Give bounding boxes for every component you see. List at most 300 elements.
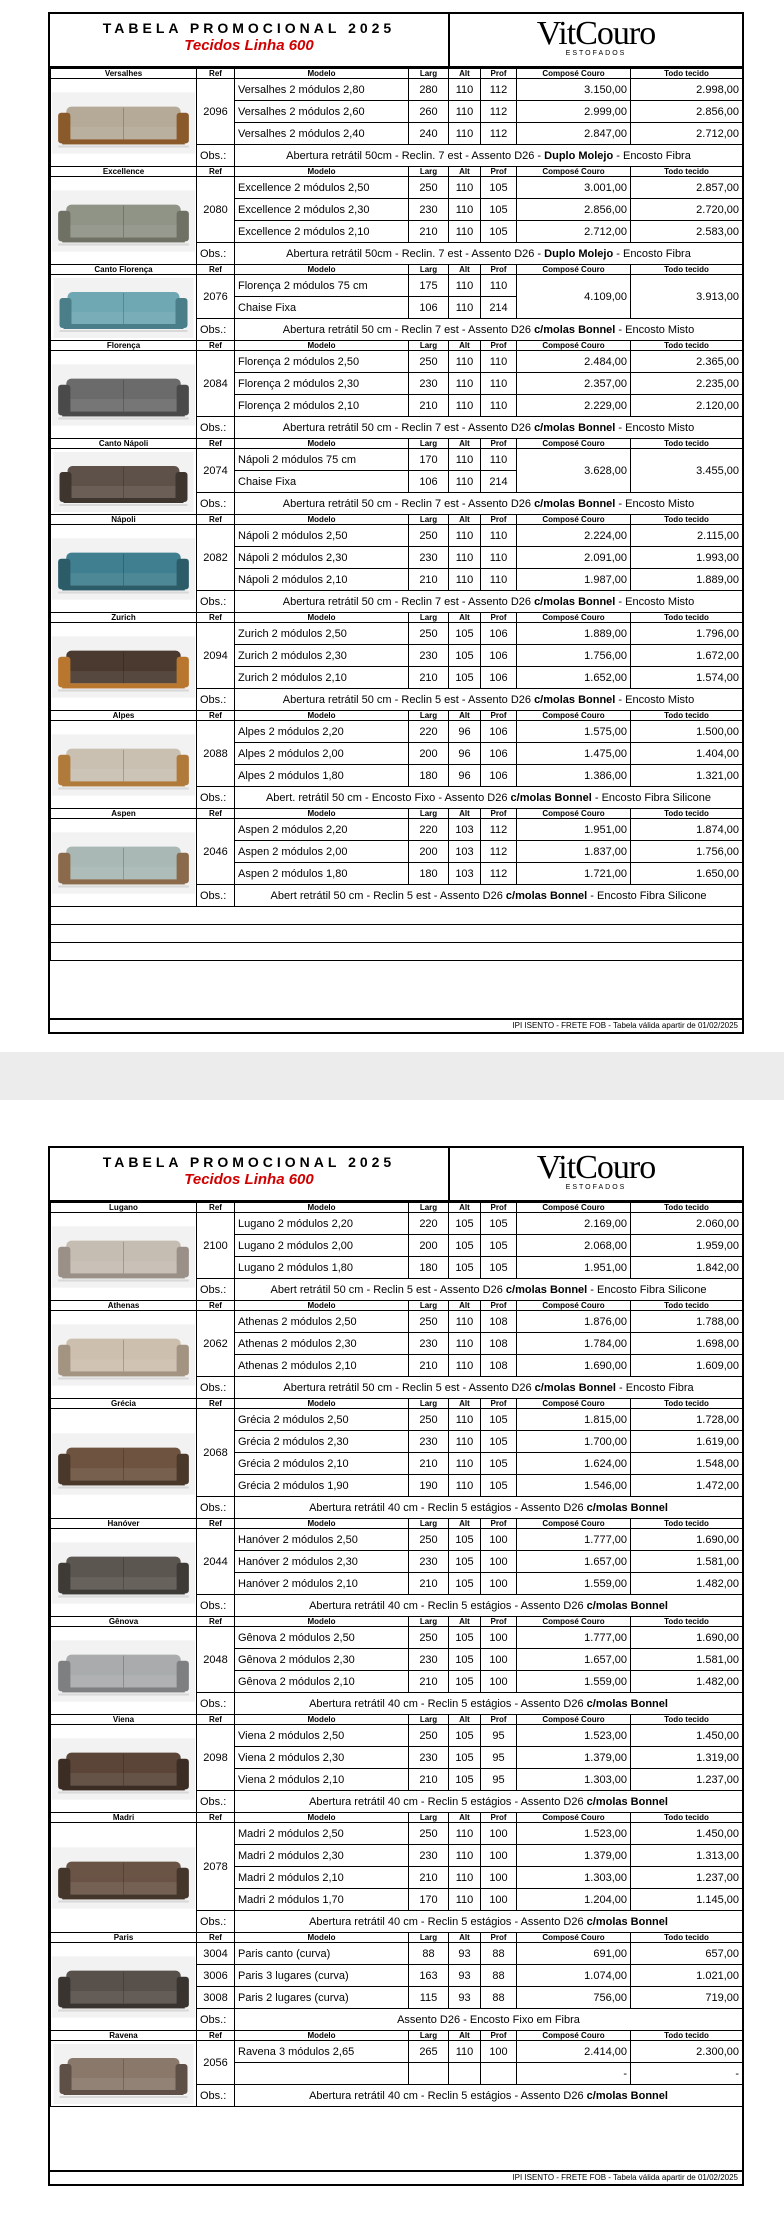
price-couro: 3.001,00 [517, 177, 631, 199]
price-tecido: 1.672,00 [631, 645, 743, 667]
width-value: 210 [409, 1355, 449, 1377]
height-value: 103 [449, 841, 481, 863]
price-tecido: 1.021,00 [631, 1965, 743, 1987]
depth-value: 105 [481, 1409, 517, 1431]
price-tecido: 1.796,00 [631, 623, 743, 645]
brand-name: VitCouro [536, 15, 656, 52]
price-tecido: 1.145,00 [631, 1889, 743, 1911]
sofa-photo-icon [52, 822, 195, 904]
group-header-row [51, 1203, 743, 1213]
obs-text-pre: Abertura retrátil 50 cm - Reclin 5 est - Assento D26 [283, 1381, 535, 1394]
width-value: 260 [409, 101, 449, 123]
price-tecido: 1.450,00 [631, 1725, 743, 1747]
height-value: 110 [449, 199, 481, 221]
ref-code: 2046 [197, 819, 235, 885]
price-tecido: 657,00 [631, 1943, 743, 1965]
depth-value: 112 [481, 819, 517, 841]
obs-text-bold: c/molas Bonnel [586, 1795, 668, 1808]
width-value: 230 [409, 1333, 449, 1355]
group-name: Versalhes [51, 69, 197, 79]
obs-text-post: - Encosto Fibra [615, 1381, 694, 1394]
height-value: 110 [449, 1431, 481, 1453]
col-header-larg: Larg [409, 1933, 449, 1943]
col-header-tecido: Todo tecido [631, 2031, 743, 2041]
model-name: Grécia 2 módulos 2,10 [235, 1453, 409, 1475]
width-value: 210 [409, 1573, 449, 1595]
obs-text-pre: Abertura retrátil 50cm - Reclin. 7 est - Assento D26 - [286, 247, 545, 260]
width-value: 230 [409, 1845, 449, 1867]
col-header-larg: Larg [409, 1715, 449, 1725]
model-name: Versalhes 2 módulos 2,40 [235, 123, 409, 145]
model-name: Hanóver 2 módulos 2,50 [235, 1529, 409, 1551]
model-name: Aspen 2 módulos 2,00 [235, 841, 409, 863]
obs-label: Obs.: [197, 243, 235, 265]
price-couro: 1.951,00 [517, 819, 631, 841]
col-header-ref: Ref [197, 2031, 235, 2041]
model-name: Lugano 2 módulos 2,20 [235, 1213, 409, 1235]
width-value: 106 [409, 471, 449, 493]
price-tecido: 2.115,00 [631, 525, 743, 547]
model-name: Zurich 2 módulos 2,50 [235, 623, 409, 645]
width-value: 265 [409, 2041, 449, 2063]
product-image [51, 1409, 197, 1519]
col-header-couro: Composé Couro [517, 69, 631, 79]
table-row [51, 1529, 743, 1551]
depth-value: 95 [481, 1769, 517, 1791]
depth-value: 110 [481, 373, 517, 395]
group-header-row [51, 2031, 743, 2041]
obs-text-bold: c/molas Bonnel [534, 421, 616, 434]
price-tecido: 3.913,00 [631, 275, 743, 319]
table-row [51, 351, 743, 373]
price-tecido: 2.300,00 [631, 2041, 743, 2063]
width-value: 210 [409, 395, 449, 417]
height-value: 110 [449, 101, 481, 123]
height-value: 110 [449, 351, 481, 373]
group-name: Gênova [51, 1617, 197, 1627]
price-tecido: 2.365,00 [631, 351, 743, 373]
image-frame [52, 1946, 195, 2028]
col-header-ref: Ref [197, 439, 235, 449]
obs-text-bold: c/molas Bonnel [586, 1599, 668, 1612]
model-name: Hanóver 2 módulos 2,10 [235, 1573, 409, 1595]
col-header-alt: Alt [449, 265, 481, 275]
group-name: Alpes [51, 711, 197, 721]
obs-text-pre: Abertura retrátil 40 cm - Reclin 5 estágios - Assento D26 [309, 1501, 587, 1514]
obs-text-bold: c/molas Bonnel [586, 1501, 668, 1514]
col-header-tecido: Todo tecido [631, 1519, 743, 1529]
col-header-ref: Ref [197, 1203, 235, 1213]
col-header-larg: Larg [409, 1399, 449, 1409]
brand-subtitle: ESTOFADOS [565, 50, 627, 57]
price-couro: 4.109,00 [517, 275, 631, 319]
blank-cell [51, 943, 743, 961]
price-couro: 1.657,00 [517, 1551, 631, 1573]
obs-label: Obs.: [197, 2009, 235, 2031]
model-name: Nápoli 2 módulos 2,30 [235, 547, 409, 569]
depth-value: 106 [481, 667, 517, 689]
product-image [51, 275, 197, 341]
depth-value: 105 [481, 1475, 517, 1497]
price-couro: 1.951,00 [517, 1257, 631, 1279]
col-header-model: Modelo [235, 613, 409, 623]
col-header-model: Modelo [235, 1519, 409, 1529]
obs-text-pre: Abert retrátil 50 cm - Reclin 5 est - Assento D26 [270, 889, 506, 902]
obs-text-bold: c/molas Bonnel [534, 497, 616, 510]
obs-text-post: - Encosto Misto [615, 595, 695, 608]
product-image [51, 721, 197, 809]
col-header-tecido: Todo tecido [631, 1203, 743, 1213]
sheet-title: TABELA PROMOCIONAL 2025 [102, 20, 396, 36]
depth-value: 108 [481, 1355, 517, 1377]
brand-subtitle: ESTOFADOS [565, 1184, 627, 1191]
model-name: Chaise Fixa [235, 297, 409, 319]
col-header-couro: Composé Couro [517, 1813, 631, 1823]
price-couro: 1.546,00 [517, 1475, 631, 1497]
image-frame [52, 1314, 195, 1396]
model-name: Chaise Fixa [235, 471, 409, 493]
sheet-subtitle: Tecidos Linha 600 [184, 1171, 314, 1188]
sofa-photo-icon [52, 528, 195, 610]
depth-value: 100 [481, 1573, 517, 1595]
group-name: Viena [51, 1715, 197, 1725]
height-value: 103 [449, 819, 481, 841]
obs-text-bold: c/molas Bonnel [534, 323, 616, 336]
price-tecido: 1.698,00 [631, 1333, 743, 1355]
table-row [51, 1823, 743, 1845]
col-header-alt: Alt [449, 1715, 481, 1725]
width-value: 170 [409, 449, 449, 471]
price-tecido: 2.712,00 [631, 123, 743, 145]
width-value: 230 [409, 1747, 449, 1769]
model-name: Grécia 2 módulos 2,50 [235, 1409, 409, 1431]
model-name: Athenas 2 módulos 2,30 [235, 1333, 409, 1355]
width-value: 250 [409, 1725, 449, 1747]
obs-text [235, 1693, 743, 1715]
price-couro: 1.700,00 [517, 1431, 631, 1453]
blank-row [51, 925, 743, 943]
width-value: 200 [409, 1235, 449, 1257]
price-couro: 1.876,00 [517, 1311, 631, 1333]
obs-text [235, 1791, 743, 1813]
col-header-model: Modelo [235, 515, 409, 525]
col-header-larg: Larg [409, 1301, 449, 1311]
width-value: 210 [409, 569, 449, 591]
sofa-photo-icon [52, 1532, 195, 1614]
col-header-tecido: Todo tecido [631, 1715, 743, 1725]
model-name: Zurich 2 módulos 2,30 [235, 645, 409, 667]
sheet-header [50, 14, 742, 68]
height-value: 105 [449, 1551, 481, 1573]
height-value: 105 [449, 645, 481, 667]
group-header-row [51, 1933, 743, 1943]
model-name: Zurich 2 módulos 2,10 [235, 667, 409, 689]
price-couro: 1.777,00 [517, 1627, 631, 1649]
group-name: Lugano [51, 1203, 197, 1213]
obs-text-pre: Abert retrátil 50 cm - Reclin 5 est - Assento D26 [270, 1283, 506, 1296]
width-value: 230 [409, 645, 449, 667]
model-name: Paris 3 lugares (curva) [235, 1965, 409, 1987]
width-value: 250 [409, 1311, 449, 1333]
model-name: Excellence 2 módulos 2,30 [235, 199, 409, 221]
model-name: Alpes 2 módulos 2,00 [235, 743, 409, 765]
depth-value: 105 [481, 177, 517, 199]
price-tecido: 1.619,00 [631, 1431, 743, 1453]
table-row [51, 1213, 743, 1235]
price-table-page-2 [50, 1202, 743, 2107]
price-couro: 2.091,00 [517, 547, 631, 569]
obs-text-bold: c/molas Bonnel [534, 693, 616, 706]
price-tecido: 1.319,00 [631, 1747, 743, 1769]
model-name: Gênova 2 módulos 2,10 [235, 1671, 409, 1693]
model-name: Excellence 2 módulos 2,50 [235, 177, 409, 199]
table-row [51, 79, 743, 101]
ref-code: 3006 [197, 1965, 235, 1987]
obs-text [235, 493, 743, 515]
width-value: 220 [409, 721, 449, 743]
depth-value: 110 [481, 351, 517, 373]
image-frame [52, 1532, 195, 1614]
table-row [51, 721, 743, 743]
sofa-photo-icon [52, 626, 195, 708]
col-header-larg: Larg [409, 1203, 449, 1213]
price-couro: 1.624,00 [517, 1453, 631, 1475]
col-header-larg: Larg [409, 2031, 449, 2041]
model-name: Aspen 2 módulos 2,20 [235, 819, 409, 841]
image-frame [52, 452, 195, 512]
col-header-model: Modelo [235, 2031, 409, 2041]
col-header-tecido: Todo tecido [631, 1813, 743, 1823]
height-value: 93 [449, 1987, 481, 2009]
obs-text [235, 1377, 743, 1399]
image-frame [52, 1216, 195, 1298]
group-header-row [51, 1301, 743, 1311]
obs-label: Obs.: [197, 1279, 235, 1301]
table-row [51, 1627, 743, 1649]
width-value: 180 [409, 765, 449, 787]
col-header-ref: Ref [197, 1301, 235, 1311]
obs-text-bold: c/molas Bonnel [505, 889, 588, 902]
col-header-tecido: Todo tecido [631, 809, 743, 819]
product-image [51, 79, 197, 167]
col-header-ref: Ref [197, 1933, 235, 1943]
price-couro: 2.169,00 [517, 1213, 631, 1235]
depth-value: 105 [481, 1257, 517, 1279]
ref-code: 2080 [197, 177, 235, 243]
col-header-alt: Alt [449, 439, 481, 449]
table-row [51, 1943, 743, 1965]
col-header-couro: Composé Couro [517, 167, 631, 177]
ref-code: 2056 [197, 2041, 235, 2085]
col-header-larg: Larg [409, 613, 449, 623]
group-name: Aspen [51, 809, 197, 819]
obs-label: Obs.: [197, 493, 235, 515]
product-image [51, 177, 197, 265]
col-header-tecido: Todo tecido [631, 515, 743, 525]
col-header-couro: Composé Couro [517, 711, 631, 721]
col-header-ref: Ref [197, 341, 235, 351]
col-header-larg: Larg [409, 1519, 449, 1529]
obs-text-bold: c/molas Bonnel [534, 1381, 616, 1394]
obs-text [235, 689, 743, 711]
obs-text-pre: Abertura retrátil 50 cm - Reclin 7 est - Assento D26 [282, 323, 535, 336]
depth-value: 100 [481, 1627, 517, 1649]
table-row [51, 275, 743, 297]
height-value: 110 [449, 471, 481, 493]
product-image [51, 1823, 197, 1933]
price-couro: 1.815,00 [517, 1409, 631, 1431]
depth-value: 110 [481, 395, 517, 417]
width-value: 175 [409, 275, 449, 297]
col-header-prof: Prof [481, 439, 517, 449]
col-header-tecido: Todo tecido [631, 1301, 743, 1311]
col-header-alt: Alt [449, 1933, 481, 1943]
obs-text-bold: c/molas Bonnel [534, 595, 616, 608]
sofa-photo-icon [52, 1216, 195, 1298]
col-header-alt: Alt [449, 2031, 481, 2041]
width-value: 180 [409, 863, 449, 885]
col-header-model: Modelo [235, 711, 409, 721]
sofa-photo-icon [52, 724, 195, 806]
col-header-alt: Alt [449, 613, 481, 623]
model-name: Excellence 2 módulos 2,10 [235, 221, 409, 243]
col-header-alt: Alt [449, 1399, 481, 1409]
height-value: 93 [449, 1943, 481, 1965]
price-tecido: 1.889,00 [631, 569, 743, 591]
price-sheet-page-1 [48, 12, 744, 1034]
col-header-prof: Prof [481, 341, 517, 351]
col-header-model: Modelo [235, 1715, 409, 1725]
height-value: 110 [449, 395, 481, 417]
col-header-couro: Composé Couro [517, 1617, 631, 1627]
obs-text-pre: Abertura retrátil 40 cm - Reclin 5 estágios - Assento D26 [309, 1697, 587, 1710]
width-value: 190 [409, 1475, 449, 1497]
depth-value: 105 [481, 1431, 517, 1453]
model-name: Gênova 2 módulos 2,30 [235, 1649, 409, 1671]
obs-text [235, 145, 743, 167]
price-couro: 1.756,00 [517, 645, 631, 667]
depth-value [481, 2063, 517, 2085]
depth-value: 105 [481, 221, 517, 243]
price-couro: 1.657,00 [517, 1649, 631, 1671]
col-header-ref: Ref [197, 1519, 235, 1529]
model-name: Ravena 3 módulos 2,65 [235, 2041, 409, 2063]
col-header-couro: Composé Couro [517, 1519, 631, 1529]
depth-value: 100 [481, 1671, 517, 1693]
model-name: Paris canto (curva) [235, 1943, 409, 1965]
depth-value: 100 [481, 1649, 517, 1671]
price-tecido: 1.690,00 [631, 1529, 743, 1551]
image-frame [52, 1412, 195, 1516]
price-couro: 2.229,00 [517, 395, 631, 417]
height-value: 105 [449, 667, 481, 689]
ref-code: 2088 [197, 721, 235, 787]
price-couro: 1.074,00 [517, 1965, 631, 1987]
price-couro: 1.777,00 [517, 1529, 631, 1551]
obs-text [235, 885, 743, 907]
height-value: 105 [449, 1235, 481, 1257]
width-value: 230 [409, 547, 449, 569]
price-tecido: 1.788,00 [631, 1311, 743, 1333]
table-row [51, 1725, 743, 1747]
ref-code: 3008 [197, 1987, 235, 2009]
col-header-prof: Prof [481, 1933, 517, 1943]
sofa-photo-icon [52, 1314, 195, 1396]
col-header-tecido: Todo tecido [631, 1617, 743, 1627]
height-value: 110 [449, 547, 481, 569]
model-name: Grécia 2 módulos 2,30 [235, 1431, 409, 1453]
model-name: Athenas 2 módulos 2,50 [235, 1311, 409, 1333]
obs-label: Obs.: [197, 1497, 235, 1519]
width-value: 210 [409, 221, 449, 243]
price-couro: 1.837,00 [517, 841, 631, 863]
price-tecido: 1.874,00 [631, 819, 743, 841]
price-couro: 1.721,00 [517, 863, 631, 885]
ref-code: 2044 [197, 1529, 235, 1595]
col-header-model: Modelo [235, 265, 409, 275]
price-tecido: 1.450,00 [631, 1823, 743, 1845]
col-header-alt: Alt [449, 1617, 481, 1627]
height-value: 110 [449, 1355, 481, 1377]
height-value [449, 2063, 481, 2085]
height-value: 110 [449, 177, 481, 199]
height-value: 110 [449, 275, 481, 297]
obs-text [235, 319, 743, 341]
price-couro: 1.204,00 [517, 1889, 631, 1911]
col-header-couro: Composé Couro [517, 1301, 631, 1311]
col-header-tecido: Todo tecido [631, 341, 743, 351]
col-header-model: Modelo [235, 341, 409, 351]
blank-cell [51, 925, 743, 943]
col-header-prof: Prof [481, 167, 517, 177]
ref-code: 3004 [197, 1943, 235, 1965]
group-name: Madri [51, 1813, 197, 1823]
obs-text [235, 1279, 743, 1301]
model-name: Nápoli 2 módulos 75 cm [235, 449, 409, 471]
price-couro: 2.068,00 [517, 1235, 631, 1257]
obs-label: Obs.: [197, 787, 235, 809]
price-couro: 1.987,00 [517, 569, 631, 591]
height-value: 110 [449, 2041, 481, 2063]
col-header-larg: Larg [409, 341, 449, 351]
height-value: 105 [449, 1573, 481, 1595]
col-header-larg: Larg [409, 1813, 449, 1823]
ref-code: 2094 [197, 623, 235, 689]
image-frame [52, 82, 195, 164]
price-couro: 3.150,00 [517, 79, 631, 101]
model-name: Athenas 2 módulos 2,10 [235, 1355, 409, 1377]
group-header-row [51, 341, 743, 351]
obs-text-bold: c/molas Bonnel [586, 1697, 668, 1710]
obs-text-post: - Encosto Fibra Silicone [587, 1283, 707, 1296]
group-header-row [51, 515, 743, 525]
price-tecido: 1.581,00 [631, 1649, 743, 1671]
price-tecido: 1.482,00 [631, 1573, 743, 1595]
price-couro: 1.652,00 [517, 667, 631, 689]
depth-value: 95 [481, 1747, 517, 1769]
obs-label: Obs.: [197, 417, 235, 439]
width-value: 210 [409, 1453, 449, 1475]
depth-value: 112 [481, 123, 517, 145]
price-couro: 1.386,00 [517, 765, 631, 787]
model-name: Versalhes 2 módulos 2,80 [235, 79, 409, 101]
sofa-photo-icon [52, 278, 195, 338]
depth-value: 88 [481, 1987, 517, 2009]
depth-value: 100 [481, 1845, 517, 1867]
group-name: Paris [51, 1933, 197, 1943]
price-couro: 2.712,00 [517, 221, 631, 243]
obs-text [235, 591, 743, 613]
